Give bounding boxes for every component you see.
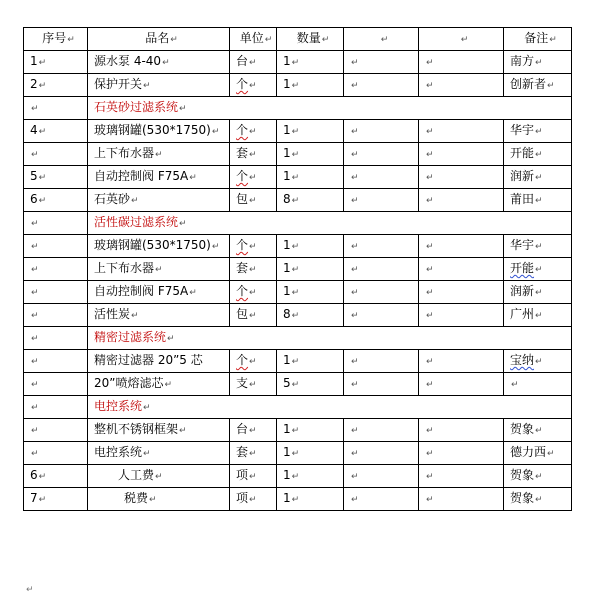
header-blank-2: ↵	[419, 28, 504, 51]
cell-no: ↵	[24, 442, 88, 465]
cell-remark: 广州↵	[504, 304, 572, 327]
cell-remark: 宝纳↵	[504, 350, 572, 373]
cell-remark: 贺象↵	[504, 488, 572, 511]
section-row-control	[24, 396, 572, 419]
cell-blank: ↵	[344, 166, 419, 189]
cell-remark: 贺象↵	[504, 419, 572, 442]
cell-name: 源水泵 4-40↵	[88, 51, 230, 74]
cell-blank: ↵	[344, 74, 419, 97]
cell-blank: ↵	[344, 442, 419, 465]
cell-no: 7↵	[24, 488, 88, 511]
section-row-carbon	[24, 212, 572, 235]
table-row	[24, 120, 572, 143]
cell-blank: ↵	[344, 373, 419, 396]
cell-blank: ↵	[344, 350, 419, 373]
table-row	[24, 281, 572, 304]
cell-name: 20”喷熔滤芯↵	[88, 373, 230, 396]
cell-no: ↵	[24, 373, 88, 396]
cell-name: 玻璃钢罐(530*1750)↵	[88, 235, 230, 258]
cell-blank: ↵	[419, 74, 504, 97]
cell-blank: ↵	[419, 258, 504, 281]
cell-qty: 1↵	[277, 488, 344, 511]
cell-remark: 开能↵	[504, 258, 572, 281]
cell-unit: 支↵	[230, 373, 277, 396]
cell-unit: 台↵	[230, 419, 277, 442]
cell-blank: ↵	[344, 143, 419, 166]
cell-blank: ↵	[344, 488, 419, 511]
cell-unit: 个↵	[230, 235, 277, 258]
cell-remark: ↵	[504, 373, 572, 396]
section-title-precision: 精密过滤系统↵	[88, 327, 572, 350]
cell-qty: 1↵	[277, 143, 344, 166]
header-blank-1: ↵	[344, 28, 419, 51]
cell-remark: 莆田↵	[504, 189, 572, 212]
cell-no: ↵	[24, 350, 88, 373]
cell-remark: 南方↵	[504, 51, 572, 74]
cell-blank: ↵	[419, 120, 504, 143]
table-row	[24, 166, 572, 189]
cell-blank: ↵	[344, 189, 419, 212]
table-row	[24, 488, 572, 511]
cell-unit: 个↵	[230, 74, 277, 97]
cell-blank: ↵	[419, 189, 504, 212]
cell-name: 石英砂↵	[88, 189, 230, 212]
cell-unit: 个↵	[230, 350, 277, 373]
cell-no: ↵	[24, 235, 88, 258]
cell-remark: 贺象↵	[504, 465, 572, 488]
cell-no: ↵	[24, 396, 88, 419]
cell-name: 整机不锈钢框架↵	[88, 419, 230, 442]
cell-unit: 个↵	[230, 166, 277, 189]
cell-qty: 1↵	[277, 281, 344, 304]
cell-blank: ↵	[344, 258, 419, 281]
cell-blank: ↵	[344, 51, 419, 74]
cell-blank: ↵	[419, 350, 504, 373]
cell-no: ↵	[24, 304, 88, 327]
cell-blank: ↵	[419, 281, 504, 304]
section-title-carbon: 活性碳过滤系统↵	[88, 212, 572, 235]
cell-blank: ↵	[344, 120, 419, 143]
cell-qty: 5↵	[277, 373, 344, 396]
cell-no: ↵	[24, 258, 88, 281]
cell-no: 4↵	[24, 120, 88, 143]
cell-blank: ↵	[344, 465, 419, 488]
cell-blank: ↵	[419, 419, 504, 442]
cell-blank: ↵	[419, 166, 504, 189]
table-row	[24, 465, 572, 488]
cell-qty: 8↵	[277, 189, 344, 212]
cell-qty: 1↵	[277, 350, 344, 373]
cell-name: 自动控制阀 F75A↵	[88, 166, 230, 189]
cell-remark: 创新者↵	[504, 74, 572, 97]
cell-qty: 1↵	[277, 120, 344, 143]
header-row	[24, 28, 572, 51]
cell-blank: ↵	[419, 235, 504, 258]
section-title-quartz: 石英砂过滤系统↵	[88, 97, 572, 120]
cell-qty: 1↵	[277, 419, 344, 442]
section-title-control: 电控系统↵	[88, 396, 572, 419]
cell-qty: 1↵	[277, 258, 344, 281]
section-row-quartz	[24, 97, 572, 120]
cell-blank: ↵	[419, 442, 504, 465]
table-row	[24, 143, 572, 166]
cell-blank: ↵	[344, 235, 419, 258]
cell-blank: ↵	[419, 373, 504, 396]
cell-blank: ↵	[344, 419, 419, 442]
equipment-table	[23, 27, 572, 511]
table-row	[24, 51, 572, 74]
cell-blank: ↵	[419, 488, 504, 511]
cell-unit: 套↵	[230, 258, 277, 281]
cell-qty: 1↵	[277, 74, 344, 97]
cell-remark: 华宇↵	[504, 235, 572, 258]
cell-no: ↵	[24, 212, 88, 235]
table-row	[24, 74, 572, 97]
cell-qty: 1↵	[277, 442, 344, 465]
cell-qty: 1↵	[277, 51, 344, 74]
cell-no: 1↵	[24, 51, 88, 74]
cell-name: 活性炭↵	[88, 304, 230, 327]
cell-name: 人工费↵	[88, 465, 230, 488]
cell-remark: 德力西↵	[504, 442, 572, 465]
cell-unit: 个↵	[230, 120, 277, 143]
cell-name: 保护开关↵	[88, 74, 230, 97]
table-row	[24, 419, 572, 442]
header-no: 序号↵	[24, 28, 88, 51]
table-row	[24, 258, 572, 281]
cell-qty: 1↵	[277, 166, 344, 189]
cell-remark: 开能↵	[504, 143, 572, 166]
cell-no: ↵	[24, 97, 88, 120]
cell-unit: 项↵	[230, 465, 277, 488]
header-name: 品名↵	[88, 28, 230, 51]
cell-no: 6↵	[24, 465, 88, 488]
cell-qty: 8↵	[277, 304, 344, 327]
table-row	[24, 373, 572, 396]
header-unit: 单位↵	[230, 28, 277, 51]
cell-no: ↵	[24, 143, 88, 166]
cell-remark: 润新↵	[504, 166, 572, 189]
cell-no: ↵	[24, 281, 88, 304]
cell-blank: ↵	[419, 465, 504, 488]
cell-unit: 包↵	[230, 304, 277, 327]
table-row	[24, 235, 572, 258]
table-row	[24, 189, 572, 212]
cell-qty: 1↵	[277, 235, 344, 258]
cell-blank: ↵	[419, 143, 504, 166]
cell-name: 玻璃钢罐(530*1750)↵	[88, 120, 230, 143]
header-remark: 备注↵	[504, 28, 572, 51]
cell-blank: ↵	[344, 281, 419, 304]
header-qty: 数量↵	[277, 28, 344, 51]
cell-qty: 1↵	[277, 465, 344, 488]
cell-no: ↵	[24, 327, 88, 350]
cell-name: 精密过滤器 20”5 芯	[88, 350, 230, 373]
table-row	[24, 350, 572, 373]
cell-no: 6↵	[24, 189, 88, 212]
cell-unit: 包↵	[230, 189, 277, 212]
section-row-precision	[24, 327, 572, 350]
table-row	[24, 304, 572, 327]
end-paragraph-mark: ↵	[26, 585, 34, 595]
cell-no: ↵	[24, 419, 88, 442]
cell-blank: ↵	[419, 304, 504, 327]
cell-unit: 台↵	[230, 51, 277, 74]
cell-remark: 润新↵	[504, 281, 572, 304]
cell-unit: 个↵	[230, 281, 277, 304]
cell-unit: 套↵	[230, 442, 277, 465]
cell-name: 自动控制阀 F75A↵	[88, 281, 230, 304]
cell-remark: 华宇↵	[504, 120, 572, 143]
cell-blank: ↵	[419, 51, 504, 74]
cell-name: 电控系统↵	[88, 442, 230, 465]
cell-no: 5↵	[24, 166, 88, 189]
cell-blank: ↵	[344, 304, 419, 327]
cell-unit: 套↵	[230, 143, 277, 166]
table-row	[24, 442, 572, 465]
cell-no: 2↵	[24, 74, 88, 97]
cell-unit: 项↵	[230, 488, 277, 511]
cell-name: 税费↵	[88, 488, 230, 511]
cell-name: 上下布水器↵	[88, 143, 230, 166]
cell-name: 上下布水器↵	[88, 258, 230, 281]
